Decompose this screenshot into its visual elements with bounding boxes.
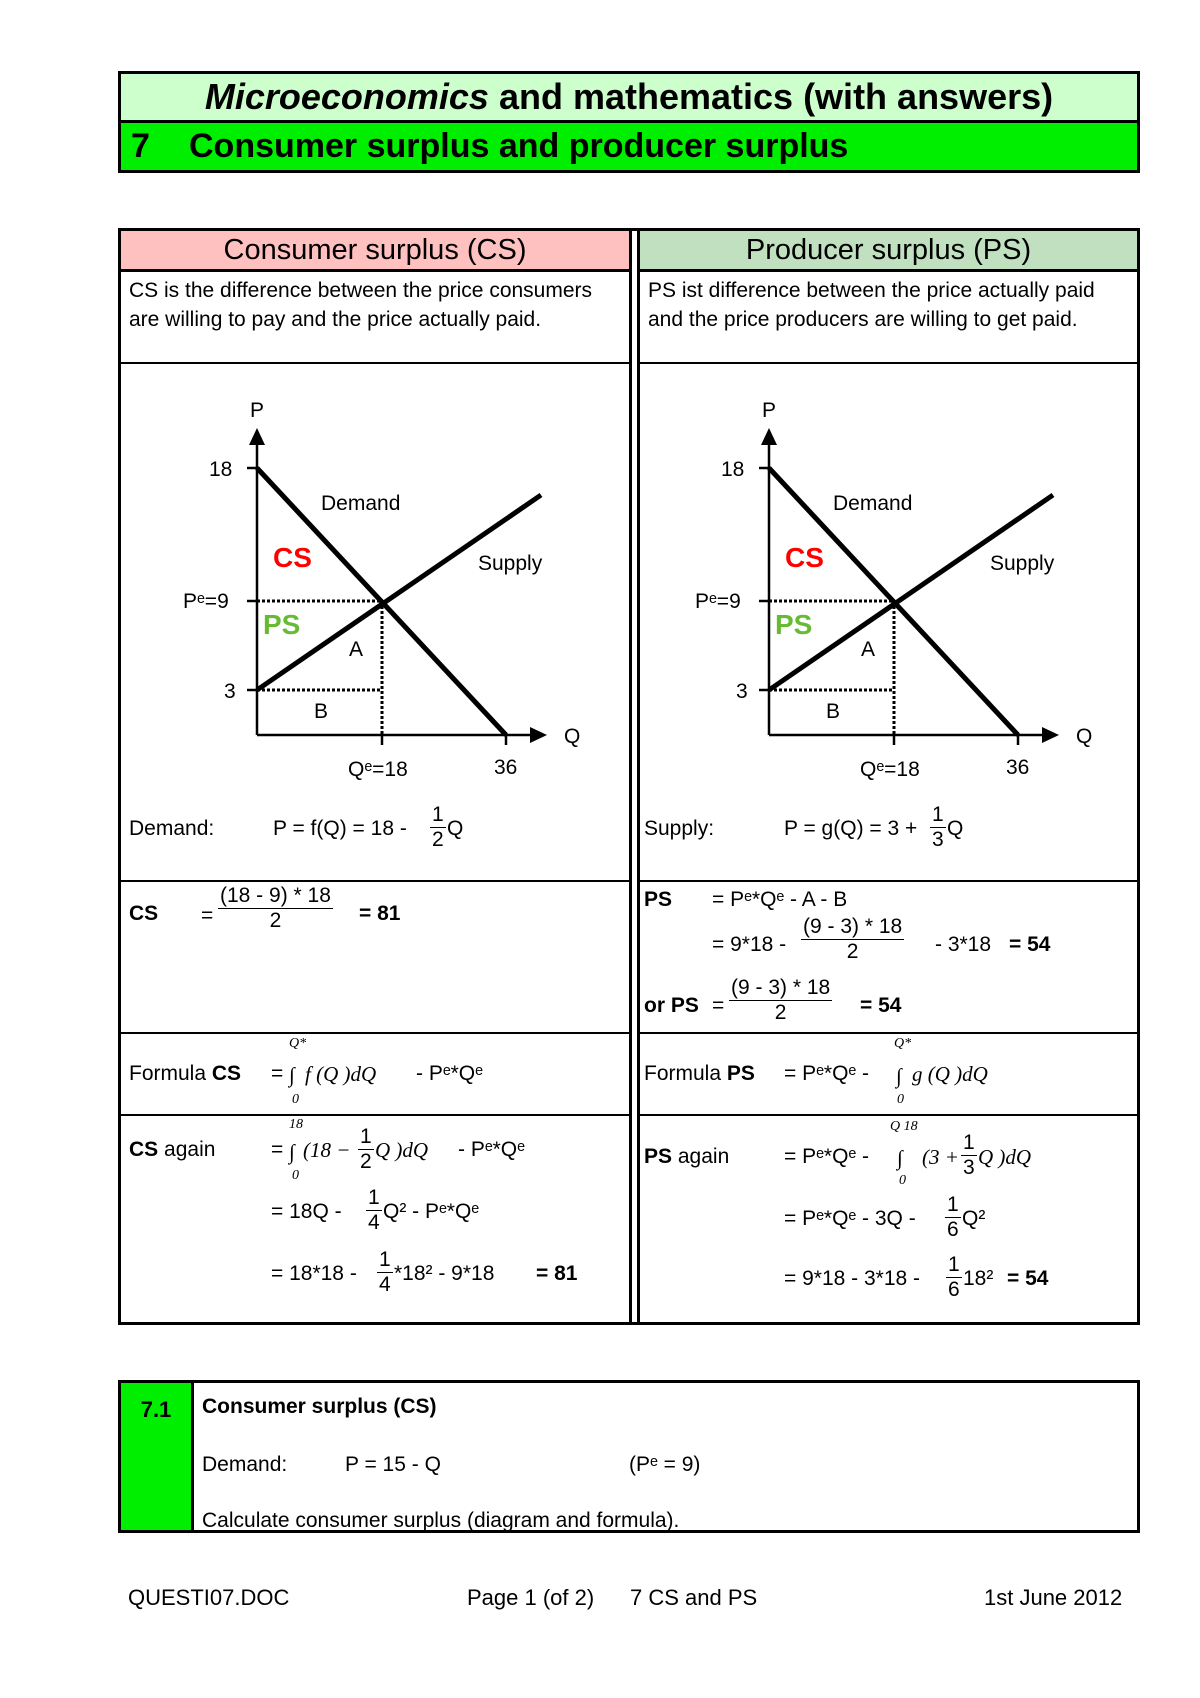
- again-bold: PS: [644, 1145, 673, 1168]
- title-rest: and mathematics (with answers): [498, 76, 1054, 117]
- formula-bold: CS: [211, 1062, 242, 1085]
- ps-graph-cell: [640, 364, 1137, 882]
- ps-calc-line1: = Pᵉ*Qᵉ - A - B: [712, 888, 848, 911]
- frac-den: 2: [774, 1001, 787, 1024]
- ps-again-l3-fraction: [946, 1253, 962, 1302]
- question-box: [118, 1380, 1140, 1533]
- supply-label: Supply: [478, 552, 543, 575]
- supply-line: [769, 495, 1053, 690]
- p-axis-label: P: [250, 399, 265, 422]
- surplus-table: [118, 228, 1140, 1325]
- cs-area-label: CS: [273, 542, 312, 573]
- again-word: again: [677, 1145, 730, 1168]
- ps-again-l2-fraction: [945, 1193, 961, 1242]
- question-demand-expr: P = 15 - Q: [345, 1453, 441, 1476]
- ps-calc-label: PS: [644, 888, 673, 911]
- cs-calc-fraction: [218, 884, 333, 933]
- cs-again-l1b: Q )dQ: [375, 1138, 429, 1162]
- label-3: 3: [736, 680, 748, 703]
- ps-formula-eq: = Pᵉ*Qᵉ -: [784, 1062, 870, 1085]
- frac-den: 3: [963, 1156, 975, 1179]
- label-36: 36: [494, 756, 518, 779]
- cs-integral-upper: Q*: [289, 1036, 307, 1051]
- cs-again-lower: 0: [292, 1168, 299, 1183]
- p-axis-label: P: [762, 399, 777, 422]
- supply-label: Supply: [990, 552, 1055, 575]
- ps-again-l1-fraction: [961, 1131, 977, 1180]
- frac-num: 1: [963, 1131, 975, 1154]
- frac-num: 1: [379, 1248, 391, 1271]
- ps-again-lower: 0: [899, 1173, 906, 1188]
- q-axis-label: Q: [564, 725, 581, 748]
- label-36: 36: [1006, 756, 1030, 779]
- section-number: 7: [131, 127, 150, 165]
- cs-heading: Consumer surplus (CS): [121, 231, 629, 272]
- cs-again-l1a: (18 −: [303, 1138, 351, 1162]
- ps-again-l2a: = Pᵉ*Qᵉ - 3Q -: [784, 1207, 916, 1230]
- integral-sign-icon: ∫: [289, 1063, 295, 1087]
- title-box: [118, 71, 1140, 173]
- question-title: Consumer surplus (CS): [202, 1395, 437, 1418]
- ps-diagram: [640, 364, 1134, 804]
- ps-calculation: [640, 882, 1137, 1034]
- cs-formula-integrand: f (Q )dQ: [305, 1062, 377, 1086]
- section-title: [121, 123, 1137, 170]
- frac-den: 2: [432, 828, 444, 851]
- formula-word: Formula: [644, 1062, 722, 1085]
- p-axis-arrow: [249, 428, 265, 445]
- label-pe: Pᵉ=9: [183, 590, 229, 613]
- ps-again-l1b: Q )dQ: [978, 1145, 1032, 1169]
- ps-again-l2b: Q²: [962, 1207, 986, 1230]
- ps-formula-integrand: g (Q )dQ: [912, 1062, 988, 1086]
- cs-again-label: [129, 1138, 215, 1162]
- question-body: [194, 1383, 1137, 1530]
- frac-den: 6: [948, 1278, 960, 1301]
- frac-den: 2: [269, 909, 282, 932]
- frac-den: 2: [846, 940, 859, 963]
- ps-calc-or-fraction: [729, 976, 832, 1025]
- ps-area-label: PS: [775, 609, 813, 640]
- label-pe: Pᵉ=9: [695, 590, 741, 613]
- frac-num: (18 - 9) * 18: [220, 884, 331, 907]
- ps-integral-lower: 0: [897, 1092, 904, 1107]
- cs-again-upper: 18: [289, 1117, 303, 1132]
- area-b-label: B: [826, 700, 841, 723]
- ps-formula: [640, 1034, 1137, 1116]
- demand-label: Demand: [321, 492, 401, 515]
- ps-formula-label: [644, 1062, 755, 1086]
- ps-function-label: Supply:: [644, 817, 715, 840]
- again-word: again: [164, 1138, 216, 1161]
- cs-formula-eq: =: [271, 1062, 284, 1085]
- cs-definition: CS is the difference between the price consumers are willing to pay and the price actually paid.: [121, 272, 629, 364]
- ps-again: [640, 1116, 1137, 1322]
- cs-formula-label: [129, 1062, 241, 1086]
- label-qe: Qᵉ=18: [348, 758, 408, 781]
- cs-formula: [121, 1034, 629, 1116]
- footer-page: Page 1 (of 2): [467, 1585, 595, 1610]
- ps-integral-upper: Q*: [894, 1036, 912, 1051]
- label-18: 18: [721, 458, 745, 481]
- cs-function-expr: P = f(Q) = 18 -: [273, 817, 407, 840]
- cs-diagram: [121, 364, 626, 804]
- ps-calc-or: or PS: [644, 994, 699, 1017]
- formula-bold: PS: [726, 1062, 755, 1085]
- cs-again-l1-tail: - Pᵉ*Qᵉ: [458, 1138, 525, 1161]
- cs-again-l1-fraction: [358, 1125, 374, 1174]
- area-b-label: B: [314, 700, 329, 723]
- cs-again: [121, 1116, 629, 1322]
- frac-num: (9 - 3) * 18: [731, 976, 831, 999]
- ps-area-label: PS: [263, 609, 301, 640]
- label-qe: Qᵉ=18: [860, 758, 920, 781]
- frac-num: 1: [947, 1193, 959, 1216]
- footer-section: 7 CS and PS: [630, 1585, 758, 1610]
- ps-heading: Producer surplus (PS): [640, 231, 1137, 272]
- cs-graph-cell: [121, 364, 629, 882]
- frac-den: 4: [379, 1273, 391, 1296]
- frac-den: 3: [932, 828, 944, 851]
- frac-den: 4: [368, 1211, 380, 1234]
- frac-num: 1: [360, 1125, 372, 1148]
- cs-function-label: Demand:: [129, 817, 215, 840]
- cs-again-l3a: = 18*18 -: [271, 1262, 357, 1285]
- ps-again-l1a: (3 +: [922, 1145, 959, 1169]
- cs-calc-label: CS: [129, 902, 159, 925]
- ps-calc-line2-result: = 54: [1009, 933, 1051, 956]
- formula-word: Formula: [129, 1062, 207, 1085]
- integral-sign-icon: ∫: [896, 1064, 902, 1088]
- ps-again-l3a: = 9*18 - 3*18 -: [784, 1267, 921, 1290]
- ps-function-tail: Q: [947, 817, 964, 840]
- again-bold: CS: [129, 1138, 159, 1161]
- cs-area-label: CS: [785, 542, 824, 573]
- cs-again-l2-fraction: [366, 1186, 382, 1235]
- demand-label: Demand: [833, 492, 913, 515]
- area-a-label: A: [349, 638, 364, 661]
- label-18: 18: [209, 458, 233, 481]
- frac-num: 1: [948, 1253, 960, 1276]
- section-title-text: Consumer surplus and producer surplus: [189, 127, 849, 165]
- ps-calc-or-result: = 54: [860, 994, 902, 1017]
- question-task: Calculate consumer surplus (diagram and formula).: [202, 1509, 680, 1532]
- cs-function-tail: Q: [447, 817, 464, 840]
- p-axis-arrow: [761, 428, 777, 445]
- footer-filename: QUESTI07.DOC: [128, 1585, 290, 1610]
- ps-column: [637, 231, 1137, 1322]
- question-demand-label: Demand:: [202, 1453, 288, 1476]
- frac-num: 1: [432, 803, 444, 826]
- question-number: 7.1: [121, 1383, 194, 1530]
- ps-calc-line2a: = 9*18 -: [712, 933, 787, 956]
- frac-num: 1: [932, 803, 944, 826]
- area-a-label: A: [861, 638, 876, 661]
- cs-calc-result: = 81: [359, 902, 401, 925]
- integral-sign-icon: ∫: [897, 1146, 903, 1170]
- q-axis-arrow: [1042, 727, 1059, 743]
- q-axis-arrow: [530, 727, 547, 743]
- cs-calc-eq: =: [201, 904, 214, 927]
- cs-again-eq: =: [271, 1138, 284, 1161]
- ps-calc-line2b: - 3*18: [935, 933, 992, 956]
- ps-calc-or-eq: =: [712, 994, 725, 1017]
- integral-sign-icon: ∫: [289, 1140, 295, 1164]
- ps-again-result: = 54: [1007, 1267, 1049, 1290]
- cs-calculation: [121, 882, 629, 1034]
- footer-date: 1st June 2012: [984, 1585, 1123, 1610]
- frac-num: 1: [368, 1186, 380, 1209]
- ps-again-upper: Q 18: [890, 1119, 918, 1134]
- cs-integral-lower: 0: [292, 1092, 299, 1107]
- cs-again-l2b: Q² - Pᵉ*Qᵉ: [383, 1200, 480, 1223]
- label-3: 3: [224, 680, 236, 703]
- ps-definition: PS ist difference between the price actually paid and the price producers are willing to get paid.: [640, 272, 1137, 364]
- q-axis-label: Q: [1076, 725, 1093, 748]
- cs-again-result: = 81: [536, 1262, 578, 1285]
- ps-function-expr: P = g(Q) = 3 +: [784, 817, 918, 840]
- cs-again-l2a: = 18Q -: [271, 1200, 342, 1223]
- ps-again-l3b: 18²: [963, 1267, 994, 1290]
- cs-again-l3-fraction: [377, 1248, 393, 1297]
- frac-den: 6: [947, 1218, 959, 1241]
- document-title: [121, 74, 1137, 123]
- supply-line: [257, 495, 541, 690]
- title-italic: Microeconomics: [204, 76, 489, 117]
- cs-formula-tail: - Pᵉ*Qᵉ: [416, 1062, 483, 1085]
- cs-function-fraction: [430, 803, 446, 852]
- cs-again-l3b: *18² - 9*18: [394, 1262, 495, 1285]
- ps-again-label: [644, 1145, 729, 1169]
- ps-function-fraction: [930, 803, 946, 852]
- ps-again-eq: = Pᵉ*Qᵉ -: [784, 1145, 870, 1168]
- cs-column: [121, 231, 632, 1322]
- frac-den: 2: [360, 1150, 372, 1173]
- ps-calc-line2-fraction: [801, 915, 904, 964]
- question-equilibrium-price: (Pᵉ = 9): [629, 1453, 701, 1476]
- frac-num: (9 - 3) * 18: [803, 915, 903, 938]
